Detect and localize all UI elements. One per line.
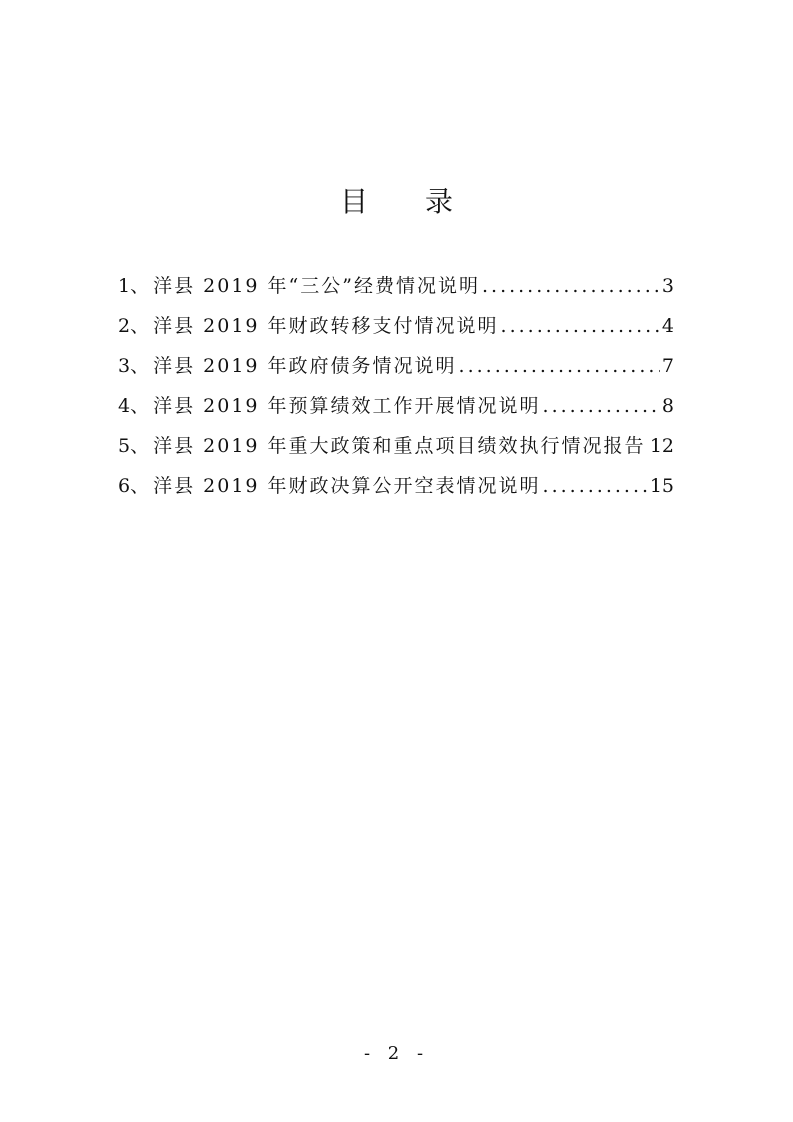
- toc-entry[interactable]: [118, 308, 674, 348]
- toc-entry-separator: 、: [130, 435, 150, 457]
- toc-entry[interactable]: [118, 468, 674, 508]
- toc-entry-number: 1: [118, 275, 131, 297]
- toc-entry-title: 洋县 2019 年政府债务情况说明: [153, 355, 457, 377]
- toc-entry-page: 7: [661, 355, 674, 377]
- toc-entry-number: 4: [118, 395, 131, 417]
- toc-entry-page: 8: [661, 395, 674, 417]
- toc-entry[interactable]: [118, 348, 674, 388]
- toc-entry-separator: 、: [130, 275, 150, 297]
- toc-entry-number: 3: [118, 355, 131, 377]
- toc-entry-separator: 、: [130, 395, 150, 417]
- toc-entry-separator: 、: [130, 355, 150, 377]
- toc-entry-page: 4: [661, 315, 674, 337]
- toc-entry-separator: 、: [130, 475, 150, 497]
- toc-dot-leader: [459, 348, 660, 384]
- toc-dot-leader: [543, 468, 648, 504]
- toc-entry-page: 15: [649, 475, 674, 497]
- toc-entry-number: 5: [118, 435, 131, 457]
- toc-entry-title: 洋县 2019 年财政转移支付情况说明: [153, 315, 499, 337]
- toc-entry-page: 12: [649, 435, 674, 457]
- toc-entry[interactable]: [118, 268, 674, 308]
- page-number-footer: - 2 -: [363, 1043, 430, 1064]
- toc-entry-title: 洋县 2019 年预算绩效工作开展情况说明: [153, 395, 541, 417]
- toc-entry-number: 6: [118, 475, 131, 497]
- toc-dot-leader: [501, 308, 660, 344]
- table-of-contents: [118, 268, 674, 508]
- toc-entry-title: 洋县 2019 年财政决算公开空表情况说明: [153, 475, 541, 497]
- toc-entry[interactable]: [118, 428, 674, 468]
- page-title: 目 录: [340, 185, 477, 218]
- toc-dot-leader: [482, 268, 660, 304]
- toc-entry-separator: 、: [130, 315, 150, 337]
- toc-entry-title: 洋县 2019 年“三公”经费情况说明: [153, 275, 480, 297]
- toc-dot-leader: [543, 388, 660, 424]
- toc-entry-page: 3: [661, 275, 674, 297]
- toc-entry-number: 2: [118, 315, 131, 337]
- toc-entry-title: 洋县 2019 年重大政策和重点项目绩效执行情况报告: [153, 435, 646, 457]
- toc-entry[interactable]: [118, 388, 674, 428]
